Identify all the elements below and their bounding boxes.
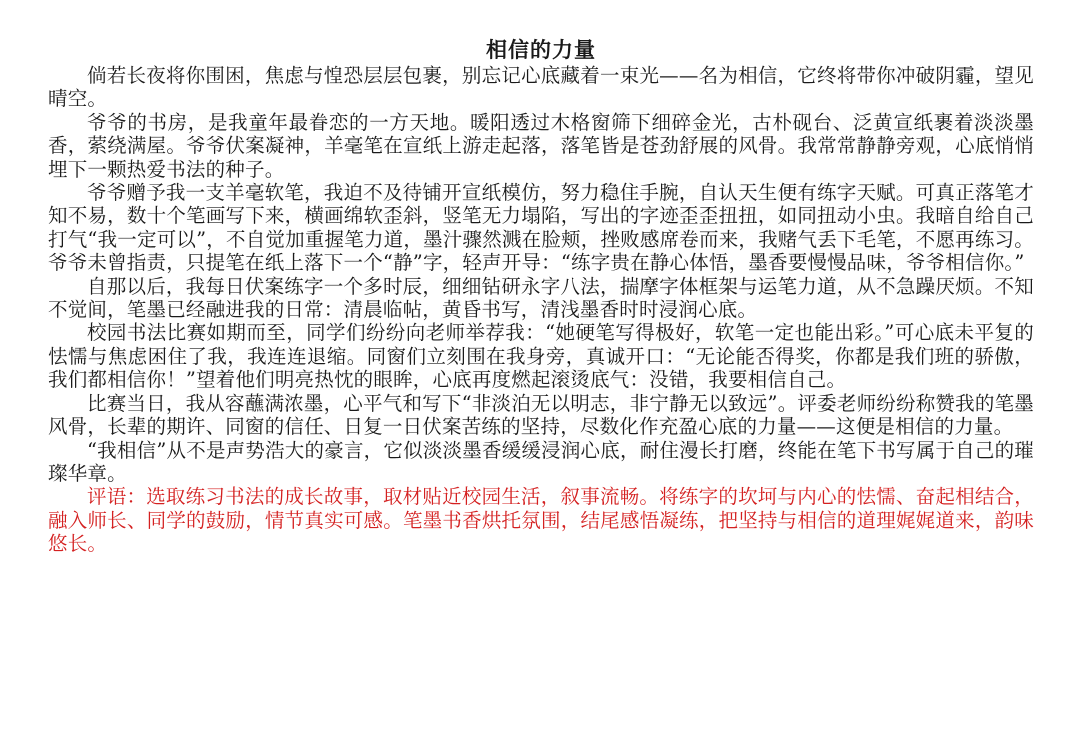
teacher-comment: 评语：选取练习书法的成长故事，取材贴近校园生活，叙事流畅。将练字的坎坷与内心的怯懦、奋起相结合，融入师长、同学的鼓励，情节真实可感。笔墨书香烘托氛围，结尾感悟凝练，把坚持与相信的道理娓娓道来，韵味悠长。 <box>48 485 1034 556</box>
essay-paragraph-3: 爷爷赠予我一支羊毫软笔，我迫不及待铺开宣纸模仿，努力稳住手腕，自认天生便有练字天赋。可真正落笔才知不易，数十个笔画写下来，横画绵软歪斜，竖笔无力塌陷，写出的字迹歪歪扭扭，如同扭动小虫。我暗自给自己打气“我一定可以”，不自觉加重握笔力道，墨汁骤然溅在脸颊，挫败感席卷而来，我赌气丢下毛笔，不愿再练习。爷爷未曾指责，只提笔在纸上落下一个“静”字，轻声开导：“练字贵在静心体悟，墨香要慢慢品味，爷爷相信你。” <box>48 181 1034 275</box>
essay-paragraph-7: “我相信”从不是声势浩大的豪言，它似淡淡墨香缓缓浸润心底，耐住漫长打磨，终能在笔下书写属于自己的璀璨华章。 <box>48 438 1034 485</box>
essay-paragraph-6: 比赛当日，我从容蘸满浓墨，心平气和写下“非淡泊无以明志，非宁静无以致远”。评委老师纷纷称赞我的笔墨风骨，长辈的期许、同窗的信任、日复一日伏案苦练的坚持，尽数化作充盈心底的力量——这便是相信的力量。 <box>48 391 1034 439</box>
essay-paragraph-4: 自那以后，我每日伏案练字一个多时辰，细细钻研永字八法，揣摩字体框架与运笔力道，从不急躁厌烦。不知不觉间，笔墨已经融进我的日常：清晨临帖，黄昏书写，清浅墨香时时浸润心底。 <box>48 274 1034 322</box>
essay-title: 相信的力量 <box>486 37 596 62</box>
essay-paragraph-2: 爷爷的书房，是我童年最眷恋的一方天地。暖阳透过木格窗筛下细碎金光，古朴砚台、泛黄宣纸裹着淡淡墨香，萦绕满屋。爷爷伏案凝神，羊毫笔在宣纸上游走起落，落笔皆是苍劲舒展的风骨。我常常静静旁观，心底悄悄埋下一颗热爱书法的种子。 <box>48 110 1034 181</box>
essay-paragraph-5: 校园书法比赛如期而至，同学们纷纷向老师举荐我：“她硬笔写得极好，软笔一定也能出彩。”可心底未平复的怯懦与焦虑困住了我，我连连退缩。同窗们立刻围在我身旁，真诚开口：“无论能否得奖，你都是我们班的骄傲，我们都相信你！”望着他们明亮热忱的眼眸，心底再度燃起滚烫底气：没错，我要相信自己。 <box>48 321 1034 392</box>
essay-page <box>48 36 1034 556</box>
essay-paragraph-1: 倘若长夜将你围困，焦虑与惶恐层层包裹，别忘记心底藏着一束光——名为相信，它终将带你冲破阴霾，望见晴空。 <box>48 64 1034 111</box>
